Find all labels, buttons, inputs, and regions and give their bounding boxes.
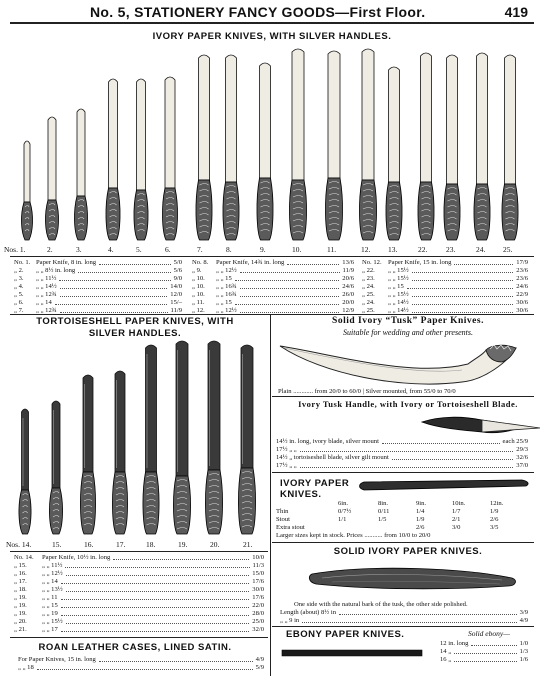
page-title: No. 5, STATIONERY FANCY GOODS—First Floor. [90, 4, 426, 20]
item-price: 5/6 [173, 267, 182, 274]
leader-dots [382, 443, 500, 444]
leader-dots [412, 296, 513, 297]
table-cell: 3/5 [490, 524, 499, 531]
knife-number-label: 4. [108, 245, 114, 254]
item-description: Paper Knife, 15 in. long [388, 259, 452, 266]
ivory-paper-heading-line1: IVORY PAPER [280, 478, 350, 489]
price-row [14, 570, 264, 578]
item-price: 32/6 [516, 454, 528, 461]
leader-dots [454, 653, 517, 654]
item-price: 12/0 [170, 291, 182, 298]
leader-dots [454, 264, 513, 265]
leader-dots [66, 623, 249, 624]
item-number: „ 23. [362, 275, 375, 282]
column-header: 10in. [452, 500, 466, 507]
tortoiseshell-heading-line1: TORTOISESHELL PAPER KNIVES, WITH [36, 316, 234, 327]
tortoiseshell-knife-3 [80, 375, 95, 534]
tortoiseshell-knives-illustration [0, 0, 270, 545]
price-row [14, 554, 264, 562]
leader-dots [412, 304, 513, 305]
ivory-silver-knife-17 [502, 55, 518, 240]
item-number: „ 12. [192, 307, 205, 314]
knife-number-label: 21. [243, 540, 253, 549]
item-price: 5/0 [173, 259, 182, 266]
leader-dots [61, 583, 249, 584]
item-number: „ 17. [14, 578, 27, 585]
item-price: 17/9 [516, 259, 528, 266]
item-price: 3/9 [519, 609, 528, 616]
solid-ivory-heading: SOLID IVORY PAPER KNIVES. [333, 546, 483, 557]
item-price: 11/3 [252, 562, 264, 569]
item-description: „ „ 19 [42, 610, 58, 617]
leader-dots [113, 559, 249, 560]
item-description: „ „ 11½ [36, 275, 57, 282]
item-number: „ 25. [362, 307, 375, 314]
item-description: „ „ 11½ [42, 562, 63, 569]
item-price: 22/0 [252, 602, 264, 609]
price-row [14, 610, 264, 618]
price-row [14, 586, 264, 594]
price-row [14, 594, 264, 602]
price-row [362, 275, 528, 283]
knife-number-label: 19. [178, 540, 188, 549]
center-divider [270, 314, 271, 676]
knife-number-label: 17. [116, 540, 126, 549]
column-header: 9in. [416, 500, 427, 507]
item-price: 15/0 [252, 570, 264, 577]
tortoiseshell-knife-2 [49, 401, 62, 534]
item-number: „ 19. [14, 602, 27, 609]
tortoiseshell-knife-8 [238, 345, 255, 534]
item-description: „ „ 15 [216, 275, 232, 282]
item-description: „ „ 14 [36, 299, 52, 306]
item-description: „ „ 12½ [42, 570, 63, 577]
leader-dots [300, 451, 513, 452]
tusk-prices: Plain ............ from 20/0 to 60/0 | Silver mounted, from 55/0 to 70/0 [278, 388, 456, 395]
leader-dots [392, 459, 513, 460]
item-description: „ „ 15 [42, 602, 58, 609]
item-description: „ „ 12¾ [36, 307, 57, 314]
item-description: Length (about) 8½ in [280, 609, 337, 616]
ivory-tusk-illustration [272, 336, 544, 386]
price-row [14, 618, 264, 626]
item-description: „ „ 17 [42, 626, 58, 633]
table-cell: 2/6 [490, 516, 499, 523]
item-description: 14 „ [440, 648, 452, 655]
item-number: „ 15. [14, 562, 27, 569]
item-description: „ „ 18 [18, 664, 34, 671]
ivory-silver-knife-11 [325, 51, 342, 240]
item-price: 13/6 [342, 259, 354, 266]
item-price: 32/0 [252, 626, 264, 633]
item-price: 1/3 [519, 648, 528, 655]
tusk-heading: Solid Ivory “Tusk” Paper Knives. [332, 316, 484, 326]
ebony-price-list [440, 640, 528, 664]
item-description: „ „ 12¾ [36, 291, 57, 298]
item-description: 12 in. long [440, 640, 469, 647]
ebony-heading: EBONY PAPER KNIVES. [286, 629, 405, 640]
ivory-silver-knife-10 [289, 49, 306, 240]
column-header: 6in. [338, 500, 349, 507]
leader-dots [66, 575, 249, 576]
item-number: No. 1. [14, 259, 31, 266]
knife-number-label: 8. [226, 245, 232, 254]
page-number: 419 [504, 4, 528, 20]
item-number: „ 16. [14, 570, 27, 577]
item-description: „ „ 11 [42, 594, 58, 601]
knife-number-label: 5. [136, 245, 142, 254]
knife-number-label: 13. [388, 245, 398, 254]
leader-dots [37, 669, 253, 670]
price-row [18, 656, 264, 664]
ivory-silver-price-list-col3 [362, 259, 528, 315]
knife-number-label: 6. [165, 245, 171, 254]
item-price: 20/0 [342, 299, 354, 306]
item-price: 37/0 [516, 462, 528, 469]
item-description: „ „ 14½ [36, 283, 57, 290]
knife-number-label: 23. [446, 245, 456, 254]
table-cell: 3/0 [452, 524, 461, 531]
item-price: 11/9 [342, 267, 354, 274]
leader-dots [61, 615, 249, 616]
item-price: 23/6 [516, 275, 528, 282]
knife-number-label: 22. [418, 245, 428, 254]
row-label: Thin [276, 508, 289, 515]
item-price: 15/– [170, 299, 182, 306]
ivory-silver-knife-15 [444, 55, 460, 240]
knife-number-label: Nos. 14. [6, 540, 32, 549]
item-number: „ 21. [14, 626, 27, 633]
price-row [276, 446, 528, 454]
leader-dots [412, 272, 513, 273]
price-row [362, 299, 528, 307]
item-number: „ 6. [14, 299, 24, 306]
price-row [362, 283, 528, 291]
item-price: 28/0 [252, 610, 264, 617]
item-price: 22/9 [516, 291, 528, 298]
price-row [276, 462, 528, 470]
item-price: 14/0 [170, 283, 182, 290]
ebony-knife-illustration [272, 644, 432, 664]
tortoiseshell-knife-6 [173, 341, 190, 534]
item-number: „ 3. [14, 275, 24, 282]
item-description: „ „ 15½ [42, 618, 63, 625]
item-description: Paper Knife, 14¾ in. long [216, 259, 285, 266]
knife-number-label: 10. [292, 245, 302, 254]
leader-dots [412, 280, 513, 281]
item-price: 24/6 [342, 283, 354, 290]
item-number: „ 22. [362, 267, 375, 274]
leader-dots [300, 467, 513, 468]
item-description: 14½ in. long, ivory blade, silver mount [276, 438, 379, 445]
item-number: „ 24. [362, 299, 375, 306]
knife-number-label: 9. [260, 245, 266, 254]
item-description: „ „ 13½ [42, 586, 63, 593]
leader-dots [287, 264, 339, 265]
item-description: „ „ 9 in [280, 617, 300, 624]
tortoiseshell-knife-numbers [0, 540, 270, 550]
item-description: „ „ 14 [42, 578, 58, 585]
item-description: 17½ „ „ [276, 462, 297, 469]
table-cell: 0/11 [378, 508, 390, 515]
price-row [14, 602, 264, 610]
item-number: „ 9. [192, 267, 202, 274]
item-description: 17½ „ „ [276, 446, 297, 453]
item-number: „ 7. [14, 307, 24, 314]
table-cell: 2/1 [452, 516, 461, 523]
ivory-paper-knife-illustration [272, 476, 544, 496]
leader-dots [339, 614, 517, 615]
item-description: „ „ 15½ [388, 275, 409, 282]
item-description: Paper Knife, 8 in. long [36, 259, 97, 266]
item-price: each 25/9 [502, 438, 528, 445]
item-price: 9/0 [173, 275, 182, 282]
ivory-silver-knife-13 [386, 67, 402, 240]
item-number: „ 11. [192, 299, 205, 306]
item-description: „ „ 14½ [388, 307, 409, 314]
item-description: „ „ 15 [388, 283, 404, 290]
item-description: For Paper Knives, 15 in. long [18, 656, 96, 663]
price-row [440, 640, 528, 648]
tusk-rule [272, 396, 534, 397]
roan-rule [10, 637, 268, 638]
leader-dots [61, 599, 249, 600]
tortoiseshell-knife-7 [205, 341, 222, 534]
item-price: 4/9 [519, 617, 528, 624]
item-price: 1/0 [519, 640, 528, 647]
item-description: „ „ 12½ [216, 267, 237, 274]
item-price: 29/3 [516, 446, 528, 453]
item-number: „ 20. [14, 618, 27, 625]
item-number: „ 4. [14, 283, 24, 290]
knife-number-label: 3. [76, 245, 82, 254]
row-label: Stout [276, 516, 290, 523]
ivory-silver-heading: IVORY PAPER KNIVES, WITH SILVER HANDLES. [152, 31, 392, 42]
knife-number-label: Nos. 1. [4, 245, 26, 254]
item-number: No. 14. [14, 554, 34, 561]
leader-dots [61, 607, 249, 608]
table-cell: 1/9 [416, 516, 425, 523]
item-number: „ 2. [14, 267, 24, 274]
item-price: 4/9 [255, 656, 264, 663]
item-description: „ „ 16¾ [216, 283, 237, 290]
item-description: „ „ 15½ [388, 267, 409, 274]
item-number: No. 12. [362, 259, 382, 266]
table-cell: 1/9 [490, 508, 499, 515]
leader-dots [65, 567, 250, 568]
table-cell: 1/5 [378, 516, 387, 523]
item-price: 17/6 [252, 594, 264, 601]
item-description: „ „ 14½ [388, 299, 409, 306]
item-description: „ „ 15 [216, 299, 232, 306]
knife-number-label: 7. [197, 245, 203, 254]
item-number: „ 18. [14, 586, 27, 593]
price-row [14, 562, 264, 570]
knife-number-label: 25. [503, 245, 513, 254]
item-price: 12/9 [342, 307, 354, 314]
item-description: „ „ 8½ in. long [36, 267, 76, 274]
knife-number-label: 24. [476, 245, 486, 254]
item-price: 5/9 [255, 664, 264, 671]
item-description: 14½ „ tortoiseshell blade, silver gilt mount [276, 454, 389, 461]
price-row [276, 438, 528, 446]
column-header: 8in. [378, 500, 389, 507]
tortoiseshell-knife-5 [143, 345, 159, 534]
solid-ivory-price-list [280, 609, 528, 625]
item-number: „ 5. [14, 291, 24, 298]
roan-heading: ROAN LEATHER CASES, LINED SATIN. [38, 642, 232, 653]
price-row [440, 648, 528, 656]
tusk-handle-price-list [276, 438, 528, 470]
ivory-paper-heading-line2: KNIVES. [280, 489, 322, 500]
price-row [362, 259, 528, 267]
price-row [280, 609, 528, 617]
leader-dots [66, 591, 249, 592]
leader-dots [407, 288, 513, 289]
tusk-subtitle: Suitable for wedding and other presents. [343, 328, 473, 337]
item-price: 23/6 [516, 267, 528, 274]
item-price: 30/0 [252, 586, 264, 593]
item-description: 16 „ [440, 656, 452, 663]
price-row [362, 267, 528, 275]
tortoiseshell-heading-line2: SILVER HANDLES. [88, 328, 182, 339]
item-price: 10/0 [252, 554, 264, 561]
item-price: 30/6 [516, 307, 528, 314]
table-cell: 1/4 [416, 508, 425, 515]
tortoiseshell-knife-1 [19, 409, 31, 534]
item-description: „ „ 16¾ [216, 291, 237, 298]
tortoiseshell-knife-4 [112, 371, 127, 534]
ivory-paper-rule [272, 542, 534, 543]
table-cell: 2/6 [416, 524, 425, 531]
price-row [14, 578, 264, 586]
leader-dots [471, 645, 517, 646]
solid-ivory-rule [272, 626, 534, 627]
item-number: „ 19. [14, 610, 27, 617]
knife-number-label: 11. [327, 245, 337, 254]
item-price: 1/6 [519, 656, 528, 663]
tusk-handle-knife-illustration [272, 410, 544, 440]
knife-number-label: 12. [361, 245, 371, 254]
knife-number-label: 2. [47, 245, 53, 254]
item-price: 17/6 [252, 578, 264, 585]
knife-number-label: 15. [52, 540, 62, 549]
leader-dots [302, 622, 517, 623]
table-cell: 0/7½ [338, 508, 352, 515]
ivory-silver-knife-12 [359, 49, 376, 240]
ivory-silver-knife-16 [474, 53, 490, 240]
price-row [18, 664, 264, 672]
leader-dots [61, 631, 249, 632]
knife-number-label: 16. [84, 540, 94, 549]
item-price: 25/0 [252, 618, 264, 625]
item-price: 24/6 [516, 283, 528, 290]
item-number: „ 25. [362, 291, 375, 298]
leader-dots [412, 312, 513, 313]
item-number: „ 10. [192, 283, 205, 290]
row-label: Extra stout [276, 524, 305, 531]
solid-ivory-note: One side with the natural bark of the tusk, the other side polished. [294, 601, 468, 608]
tortoiseshell-price-list [14, 554, 264, 634]
item-price: 26/0 [342, 291, 354, 298]
leader-dots [454, 661, 517, 662]
tortoiseshell-numbers-rule [10, 551, 268, 552]
item-price: 30/6 [516, 299, 528, 306]
item-number: „ 19. [14, 594, 27, 601]
item-number: „ 10. [192, 291, 205, 298]
ivory-silver-knife-14 [418, 53, 434, 240]
price-row [362, 291, 528, 299]
item-price: 11/9 [170, 307, 182, 314]
item-number: „ 24. [362, 283, 375, 290]
price-row [14, 626, 264, 634]
solid-ivory-knife-illustration [272, 558, 544, 598]
column-header: 12in. [490, 500, 504, 507]
price-row [276, 454, 528, 462]
ivory-paper-note: Larger sizes kept in stock. Prices ........... from 10/0 to 20/0 [276, 532, 431, 539]
table-cell: 1/7 [452, 508, 461, 515]
tusk-handle-heading: Ivory Tusk Handle, with Ivory or Tortoiseshell Blade. [298, 399, 518, 409]
price-row [280, 617, 528, 625]
leader-dots [99, 661, 253, 662]
item-description: „ „ 12½ [216, 307, 237, 314]
item-price: 20/6 [342, 275, 354, 282]
item-description: „ „ 15½ [388, 291, 409, 298]
table-cell: 1/1 [338, 516, 347, 523]
item-number: No. 8. [192, 259, 209, 266]
item-number: „ 10. [192, 275, 205, 282]
tusk-handle-rule [272, 472, 534, 473]
price-row [440, 656, 528, 664]
item-description: Paper Knife, 10½ in. long [42, 554, 111, 561]
knife-number-label: 20. [210, 540, 220, 549]
ebony-subhead: Solid ebony— [468, 629, 510, 638]
roan-price-list [18, 656, 264, 672]
knife-number-label: 18. [146, 540, 156, 549]
